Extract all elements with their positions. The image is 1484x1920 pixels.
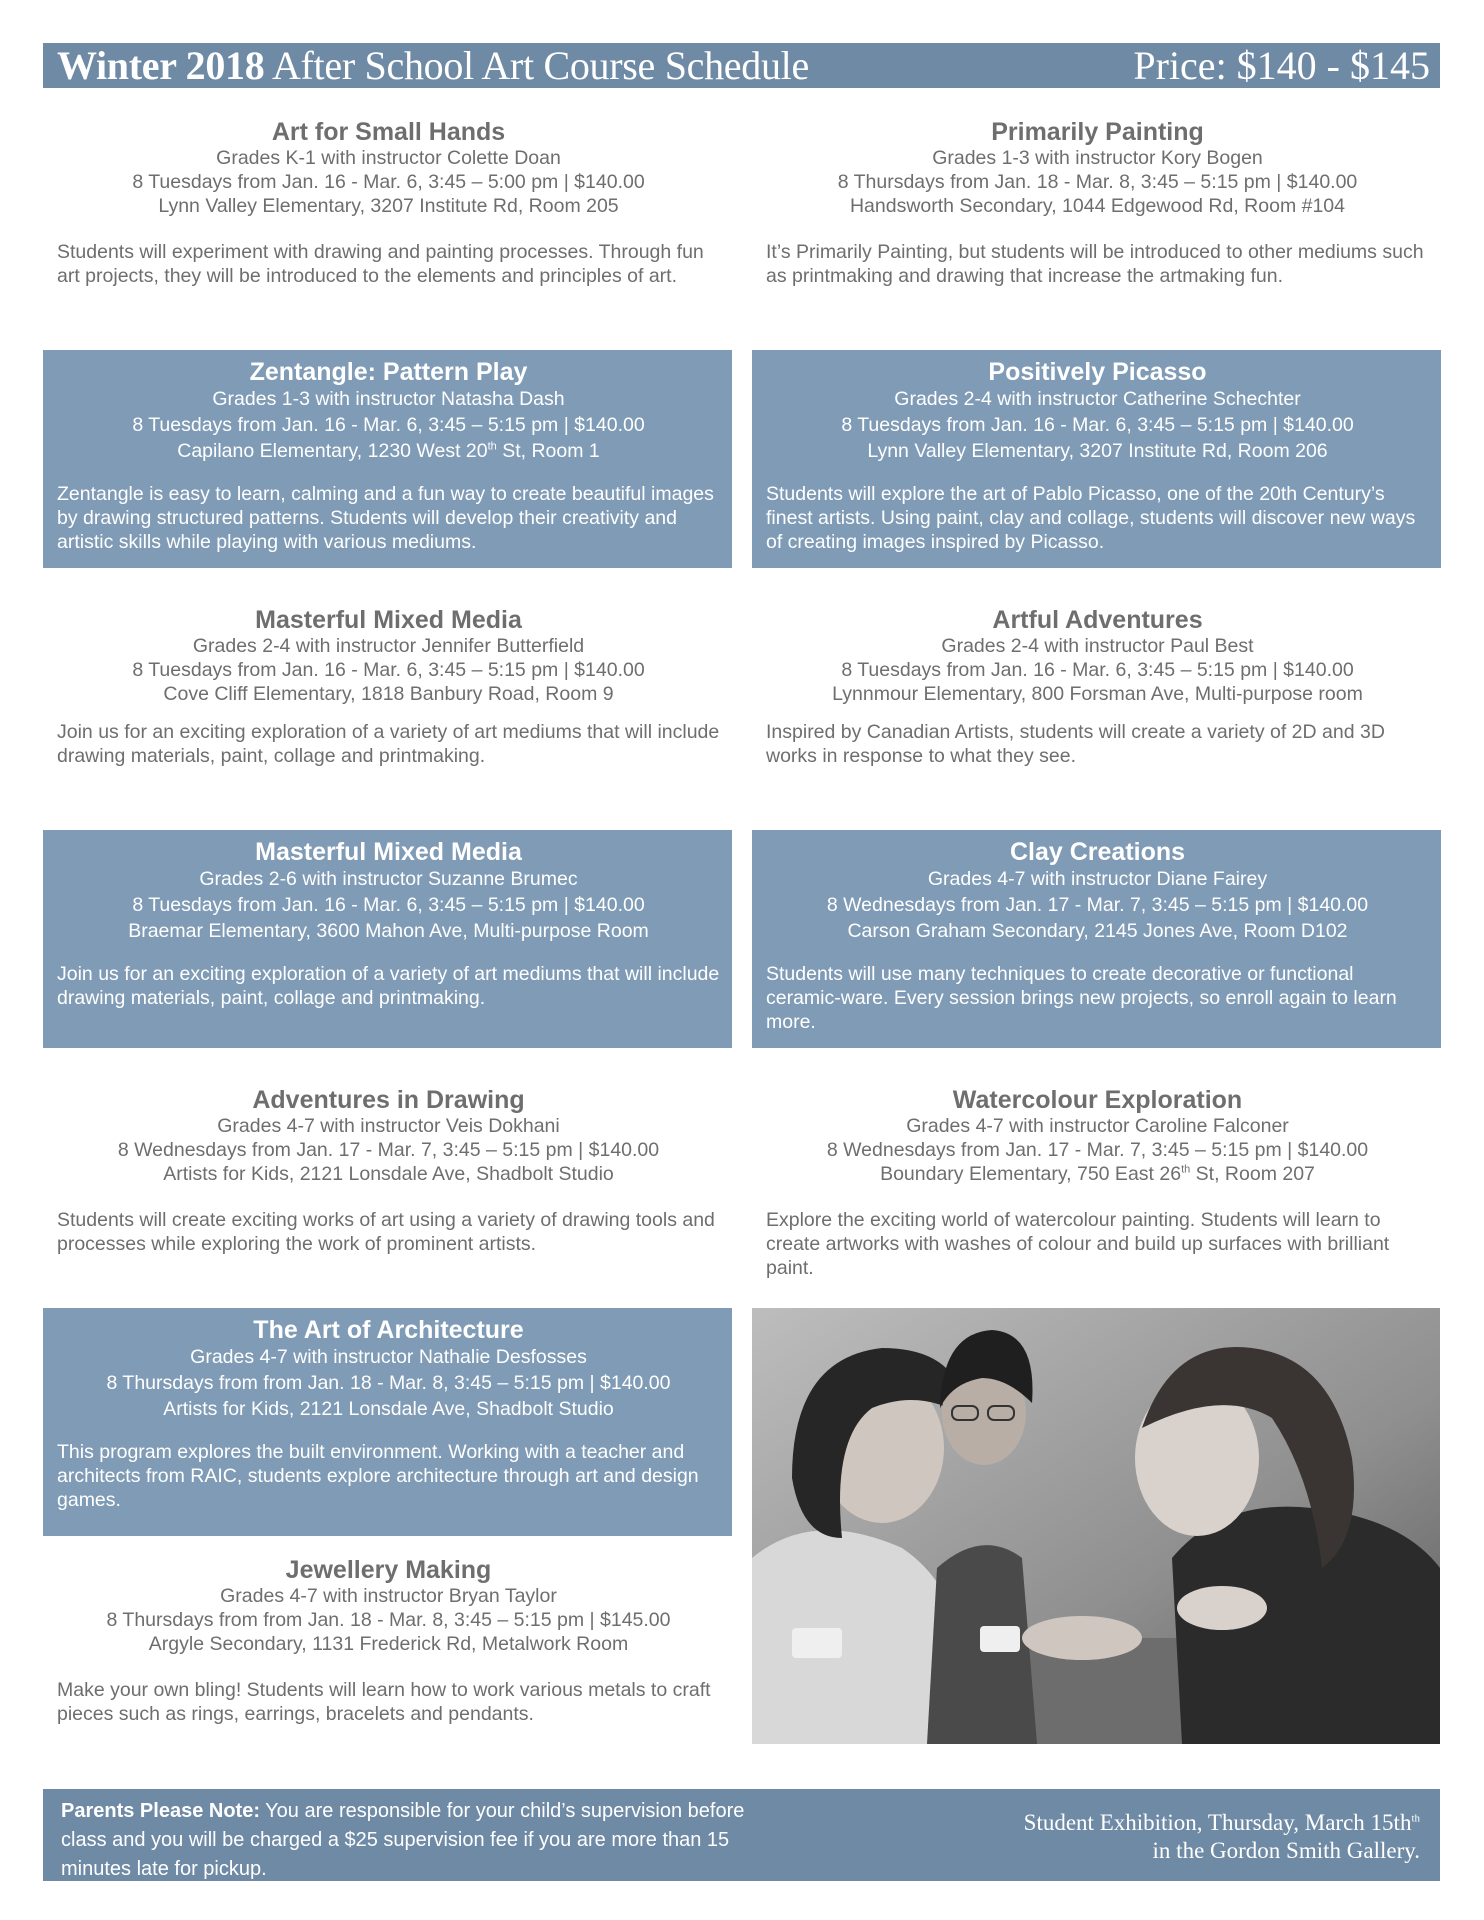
course-schedule: 8 Tuesdays from Jan. 16 - Mar. 6, 3:45 – 5:15 pm | $140.00: [132, 659, 645, 681]
course-description: Make your own bling! Students will learn how to work various metals to craft pieces such as rings, earrings, bracelets and pendants.: [57, 1679, 711, 1725]
course-location: Artists for Kids, 2121 Lonsdale Ave, Shadbolt Studio: [163, 1163, 614, 1185]
course-art-for-small-hands: [43, 110, 732, 288]
course-title: Positively Picasso: [988, 358, 1207, 386]
course-grades: Grades 2-6 with instructor Suzanne Brumec: [199, 868, 578, 890]
course-grades: Grades 1-3 with instructor Kory Bogen: [932, 147, 1263, 169]
course-schedule: 8 Thursdays from from Jan. 18 - Mar. 8, 3:45 – 5:15 pm | $145.00: [106, 1609, 671, 1631]
course-masterful-mixed-media-2: [43, 830, 732, 1048]
course-description: It’s Primarily Painting, but students will be introduced to other mediums such as printmaking and drawing that increase the artmaking fun.: [766, 241, 1424, 287]
course-grades: Grades 4-7 with instructor Nathalie Desfosses: [190, 1346, 587, 1368]
class-photo: [752, 1308, 1440, 1744]
course-location: Lynnmour Elementary, 800 Forsman Ave, Multi-purpose room: [832, 683, 1363, 705]
course-schedule: 8 Tuesdays from Jan. 16 - Mar. 6, 3:45 – 5:15 pm | $140.00: [132, 894, 645, 916]
page-title: [57, 42, 809, 89]
course-schedule: 8 Tuesdays from Jan. 16 - Mar. 6, 3:45 – 5:00 pm | $140.00: [132, 171, 645, 193]
course-location: Artists for Kids, 2121 Lonsdale Ave, Shadbolt Studio: [163, 1398, 614, 1420]
course-location: Lynn Valley Elementary, 3207 Institute Rd, Room 205: [158, 195, 619, 217]
course-grades: Grades 2-4 with instructor Paul Best: [941, 635, 1254, 657]
course-location: Argyle Secondary, 1131 Frederick Rd, Metalwork Room: [148, 1633, 629, 1655]
course-title: Watercolour Exploration: [952, 1086, 1243, 1114]
course-title: Masterful Mixed Media: [255, 838, 522, 866]
course-title: Adventures in Drawing: [252, 1086, 525, 1114]
course-schedule: 8 Tuesdays from Jan. 16 - Mar. 6, 3:45 – 5:15 pm | $140.00: [841, 414, 1354, 436]
course-grades: Grades 4-7 with instructor Caroline Falconer: [906, 1115, 1289, 1137]
course-schedule: 8 Thursdays from Jan. 18 - Mar. 8, 3:45 – 5:15 pm | $140.00: [837, 171, 1358, 193]
course-grades: Grades 2-4 with instructor Catherine Schechter: [894, 388, 1301, 410]
course-primarily-painting: [752, 110, 1441, 288]
title-text: After School Art Course Schedule: [264, 43, 809, 88]
course-title: Primarily Painting: [991, 118, 1204, 146]
course-description: Students will explore the art of Pablo Picasso, one of the 20th Century’s finest artists. Using paint, clay and collage, students will discover new ways of creating images inspired by Picasso.: [766, 483, 1416, 553]
course-location: Capilano Elementary, 1230 West 20th St, Room 1: [177, 440, 600, 462]
course-description: Join us for an exciting exploration of a variety of art mediums that will include drawing materials, paint, collage and printmaking.: [57, 963, 720, 1009]
course-watercolour-exploration: [752, 1078, 1441, 1280]
course-title: Jewellery Making: [285, 1556, 492, 1584]
class-photo-illustration: [752, 1308, 1440, 1744]
course-location: Braemar Elementary, 3600 Mahon Ave, Multi-purpose Room: [128, 920, 649, 942]
course-adventures-in-drawing: [43, 1078, 732, 1256]
course-location: Boundary Elementary, 750 East 26th St, Room 207: [880, 1163, 1315, 1185]
course-jewellery-making: [43, 1548, 732, 1726]
price-range: Price: $140 - $145: [1133, 43, 1430, 88]
course-description: Explore the exciting world of watercolour painting. Students will learn to create artworks with washes of colour and build up surfaces with brilliant paint.: [766, 1209, 1390, 1279]
course-location: Handsworth Secondary, 1044 Edgewood Rd, Room #104: [849, 195, 1346, 217]
course-description: This program explores the built environment. Working with a teacher and architects from RAIC, students explore architecture through art and design games.: [57, 1441, 699, 1511]
course-grades: Grades 2-4 with instructor Jennifer Butterfield: [192, 635, 585, 657]
course-schedule: 8 Wednesdays from Jan. 17 - Mar. 7, 3:45 – 5:15 pm | $140.00: [117, 1139, 660, 1161]
title-year: Winter 2018: [57, 43, 265, 88]
course-description: Inspired by Canadian Artists, students will create a variety of 2D and 3D works in response to what they see.: [766, 721, 1385, 767]
course-grades: Grades 4-7 with instructor Veis Dokhani: [217, 1115, 560, 1137]
course-schedule: 8 Wednesdays from Jan. 17 - Mar. 7, 3:45 – 5:15 pm | $140.00: [826, 1139, 1369, 1161]
course-positively-picasso: [752, 350, 1441, 568]
student-exhibition: Student Exhibition, Thursday, March $15th^{th}$ in the Gordon Smith Gallery.: [1023, 1810, 1420, 1863]
course-artful-adventures: [752, 598, 1441, 768]
course-title: Masterful Mixed Media: [255, 606, 522, 634]
course-zentangle: [43, 350, 732, 568]
course-grades: Grades 4-7 with instructor Bryan Taylor: [220, 1585, 557, 1607]
course-title: Artful Adventures: [992, 606, 1203, 634]
course-schedule: 8 Wednesdays from Jan. 17 - Mar. 7, 3:45 – 5:15 pm | $140.00: [826, 894, 1369, 916]
course-art-of-architecture: [43, 1308, 732, 1536]
course-location: Cove Cliff Elementary, 1818 Banbury Road, Room 9: [163, 683, 614, 705]
parents-note-label: Parents Please Note:: [61, 1800, 260, 1822]
course-location: Lynn Valley Elementary, 3207 Institute Rd, Room 206: [867, 440, 1328, 462]
page-header: [43, 43, 1440, 88]
course-description: Zentangle is easy to learn, calming and a fun way to create beautiful images by drawing structured patterns. Students will develop their creativity and artistic skills while playing with various mediums.: [57, 483, 714, 553]
course-title: Art for Small Hands: [271, 118, 506, 146]
course-masterful-mixed-media-1: [43, 598, 732, 768]
course-location: Carson Graham Secondary, 2145 Jones Ave, Room D102: [847, 920, 1348, 942]
course-grades: Grades 1-3 with instructor Natasha Dash: [212, 388, 565, 410]
course-schedule: 8 Thursdays from from Jan. 18 - Mar. 8, 3:45 – 5:15 pm | $140.00: [106, 1372, 671, 1394]
course-grades: Grades 4-7 with instructor Diane Fairey: [927, 868, 1268, 890]
parents-note: [61, 1797, 791, 1884]
course-schedule: 8 Tuesdays from Jan. 16 - Mar. 6, 3:45 – 5:15 pm | $140.00: [841, 659, 1354, 681]
course-description: Students will create exciting works of art using a variety of drawing tools and processes while exploring the work of prominent artists.: [57, 1209, 715, 1255]
course-description: Students will experiment with drawing and painting processes. Through fun art projects, they will be introduced to the elements and principles of art.: [57, 241, 704, 287]
course-title: The Art of Architecture: [253, 1316, 524, 1344]
page-footer: [43, 1789, 1440, 1881]
course-schedule: 8 Tuesdays from Jan. 16 - Mar. 6, 3:45 – 5:15 pm | $140.00: [132, 414, 645, 436]
course-description: Students will use many techniques to create decorative or functional ceramic-ware. Every session brings new projects, so enroll again to learn more.: [766, 963, 1397, 1033]
parents-note-text: You are responsible for your child’s supervision before class and you will be charged a $25 supervision fee if you are more than 15 minutes late for pickup.: [61, 1800, 745, 1880]
course-clay-creations: [752, 830, 1441, 1048]
course-title: Zentangle: Pattern Play: [249, 358, 528, 386]
course-grades: Grades K-1 with instructor Colette Doan: [216, 147, 561, 169]
course-title: Clay Creations: [1009, 838, 1186, 866]
course-description: Join us for an exciting exploration of a variety of art mediums that will include drawing materials, paint, collage and printmaking.: [57, 721, 720, 767]
